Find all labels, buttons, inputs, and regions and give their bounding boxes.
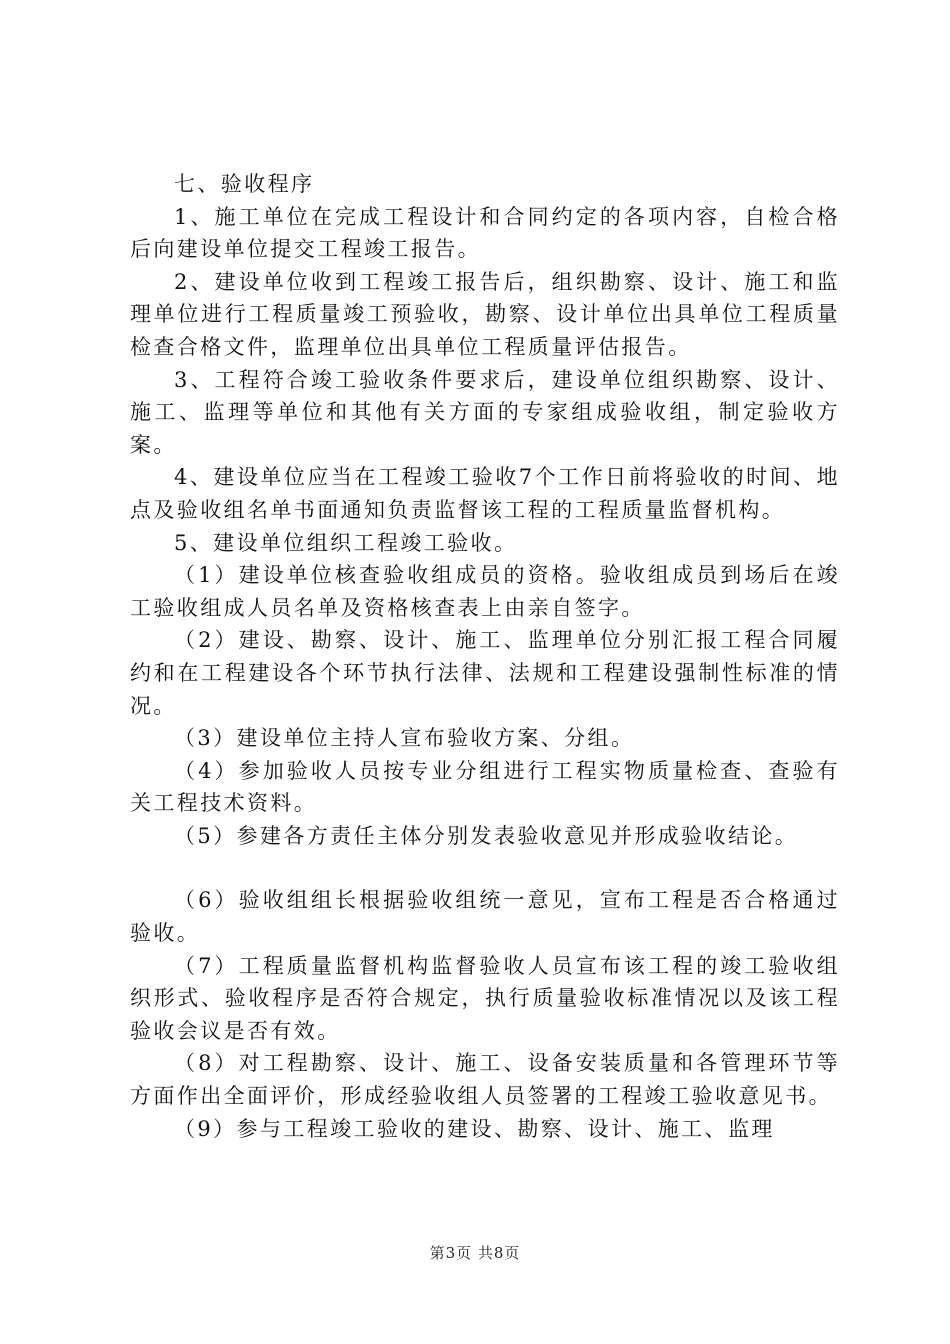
paragraph-item-4: 4、建设单位应当在工程竣工验收7个工作日前将验收的时间、地点及验收组名单书面通知负责监督该工程的工程质量监督机构。: [130, 465, 840, 522]
sub-item-6: （6）验收组组长根据验收组统一意见，宣布工程是否合格通过验收。: [130, 888, 840, 946]
sub-item-1: （1）建设单位核查验收组成员的资格。验收组成员到场后在竣工验收组成人员名单及资格核查表上由亲自签字。: [130, 563, 840, 620]
sub-item-8: （8）对工程勘察、设计、施工、设备安装质量和各管理环节等方面作出全面评价，形成经验收组人员签署的工程竣工验收意见书。: [130, 1051, 840, 1109]
sub-item-7: （7）工程质量监督机构监督验收人员宣布该工程的竣工验收组织形式、验收程序是否符合规定，执行质量验收标准情况以及该工程验收会议是否有效。: [130, 953, 840, 1043]
page-footer: 第3页 共8页: [429, 1244, 521, 1262]
section-heading: 七、验收程序: [174, 172, 315, 196]
sub-item-2: （2）建设、勘察、设计、施工、监理单位分别汇报工程合同履约和在工程建设各个环节执行法律、法规和工程建设强制性标准的情况。: [130, 628, 840, 718]
paragraph-item-2: 2、建设单位收到工程竣工报告后，组织勘察、设计、施工和监理单位进行工程质量竣工预验收，勘察、设计单位出具单位工程质量检查合格文件，监理单位出具单位工程质量评估报告。: [130, 269, 840, 359]
paragraph-spacer: [130, 852, 840, 884]
sub-item-5: （5）参建各方责任主体分别发表验收意见并形成验收结论。: [174, 823, 799, 848]
document-body: [130, 168, 840, 1145]
sub-item-3: （3）建设单位主持人宣布验收方案、分组。: [174, 726, 635, 751]
sub-item-9: （9）参与工程竣工验收的建设、勘察、设计、施工、监理: [174, 1116, 775, 1141]
paragraph-item-5: 5、建设单位组织工程竣工验收。: [174, 530, 518, 555]
paragraph-item-3: 3、工程符合竣工验收条件要求后，建设单位组织勘察、设计、施工、监理等单位和其他有关方面的专家组成验收组，制定验收方案。: [130, 367, 840, 457]
paragraph-item-1: 1、施工单位在完成工程设计和合同约定的各项内容，自检合格后向建设单位提交工程竣工报告。: [130, 204, 840, 262]
sub-item-4: （4）参加验收人员按专业分组进行工程实物质量检查、查验有关工程技术资料。: [130, 758, 840, 816]
